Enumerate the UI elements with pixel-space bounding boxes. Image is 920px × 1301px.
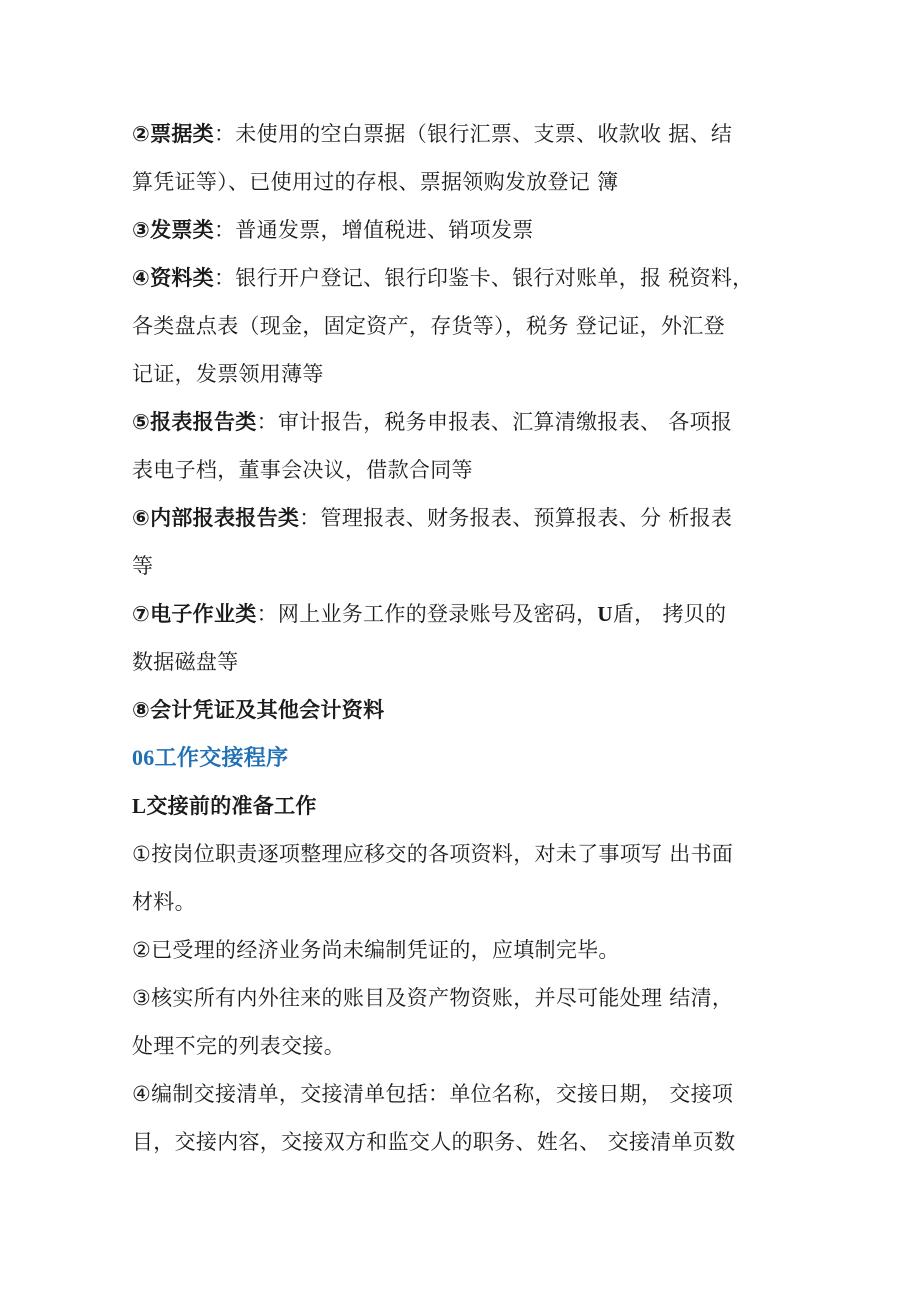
category-label: ③发票类 [132,218,214,242]
sub-heading-letter: L [132,794,147,818]
paragraph-line [132,158,812,206]
category-label: ②票据类 [132,122,214,146]
paragraph-line [132,254,812,302]
step-line [132,1070,812,1118]
step-line [132,926,812,974]
category-label: ④资料类 [132,266,214,290]
step-line [132,878,812,926]
label-separator: ： [256,602,278,626]
paragraph-text: 表电子档，董事会决议，借款合同等 [132,458,473,482]
section-title: 工作交接程序 [154,746,289,771]
paragraph-line [132,350,812,398]
paragraph-text: 普通发票，增值税进、销项发票 [235,218,534,242]
step-line [132,1118,812,1166]
step-text: 目，交接内容，交接双方和监交人的职务、姓名、 交接清单页数 [132,1130,736,1154]
category-label: ⑧会计凭证及其他会计资料 [132,698,385,722]
sub-heading-text: 交接前的准备工作 [146,794,317,818]
step-text: ①按岗位职责逐项整理应移交的各项资料，对未了事项写 出书面 [132,842,734,866]
paragraph-text: 记证，发票领用薄等 [132,362,324,386]
section-heading [132,734,812,782]
paragraph-text: 未使用的空白票据（银行汇票、支票、收款收 据、结 [235,122,733,146]
paragraph-line [132,110,812,158]
step-line [132,1022,812,1070]
paragraph-text: 盾， 拷贝的 [612,602,727,626]
u-shield-letter: U [597,602,613,626]
label-separator: ： [256,410,278,434]
step-text: ③核实所有内外往来的账目及资产物资账，并尽可能处理 结清， [132,986,734,1010]
label-separator: ： [213,266,236,290]
paragraph-line [132,494,812,542]
step-text: ②已受理的经济业务尚未编制凭证的，应填制完毕。 [132,938,620,962]
paragraph-line [132,206,812,254]
step-text: 材料。 [132,890,196,914]
label-separator: ： [213,122,236,146]
step-line [132,974,812,1022]
paragraph-line [132,542,812,590]
paragraph-line [132,686,812,734]
paragraph-text: 各类盘点表（现金，固定资产，存货等），税务 登记证，外汇登 [132,314,725,338]
category-label: ⑥内部报表报告类 [132,506,300,530]
document-page [132,110,812,1166]
paragraph-text: 审计报告，税务申报表、汇算清缴报表、 各项报 [277,410,733,434]
paragraph-line [132,590,812,638]
label-separator: ： [213,218,236,242]
paragraph-text: 等 [132,554,154,578]
section-number: 06 [132,745,155,770]
step-text: ④编制交接清单，交接清单包括：单位名称，交接日期， 交接项 [132,1082,734,1106]
label-separator: ： [299,506,321,530]
paragraph-line [132,638,812,686]
sub-heading [132,782,812,830]
paragraph-line [132,302,812,350]
paragraph-line [132,446,812,494]
paragraph-text: 管理报表、财务报表、预算报表、分 析报表 [320,506,733,530]
paragraph-line [132,398,812,446]
paragraph-text: 银行开户登记、银行印鉴卡、银行对账单，报 税资料， [235,266,754,290]
paragraph-text: 算凭证等）、已使用过的存根、票据领购发放登记 簿 [132,170,619,194]
step-text: 处理不完的列表交接。 [132,1034,345,1058]
paragraph-text: 网上业务工作的登录账号及密码， [277,602,598,626]
category-label: ⑤报表报告类 [132,410,257,434]
step-line [132,830,812,878]
category-label: ⑦电子作业类 [132,602,257,626]
paragraph-text: 数据磁盘等 [132,650,239,674]
